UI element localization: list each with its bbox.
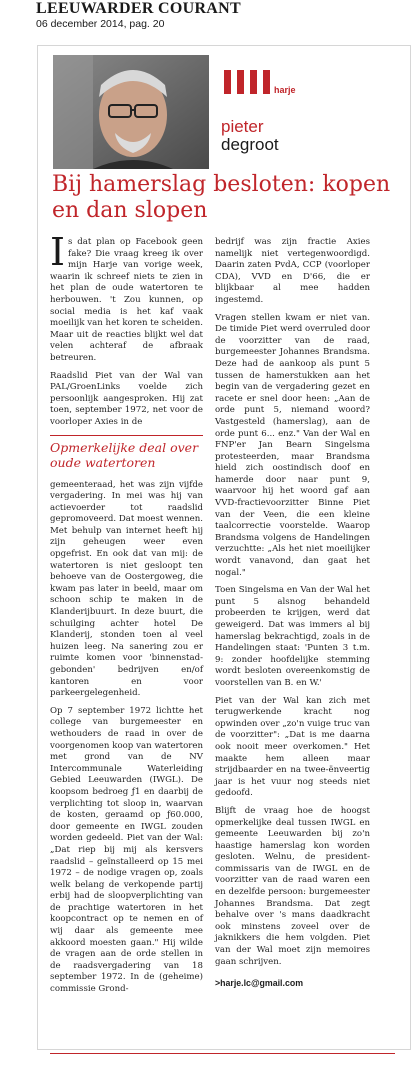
column-logo-label: harje (274, 85, 296, 95)
article-paragraph: Op 7 september 1972 lichtte het college van burgemeester en wethouders de raad in over de voorgenomen koop van watertoren met grond van de NV Intercommunale Waterleiding Gebied Leeuwarden (IWGL). De koopsom bedroeg ƒ1 en daarbij de verplichting tot sloop in, waarvan de kosten, geraamd op ƒ60.000, door gemeente en IWGL zouden worden gedeeld. Piet van der Wal: „Dat riep bij mij als kersvers raadslid – geïnstalleerd op 15 mei 1972 – de nodige vragen op, zoals welk belang de verkopende partij erbij had de sloopverplichting van de prachtige watertoren in het koopcontract op te nemen en of wij daar als gemeente mee akkoord moesten gaan." Hij wilde de vragen aan de orde stellen in de raadsvergadering van 18 september 1972. In de (geheime) commissie Grond- (50, 705, 203, 995)
article-paragraph: gemeenteraad, het was zijn vijfde vergadering. In mei was hij van actievoerder tot raadslid gepromoveerd. Dat moest wennen. Met behulp van internet heeft hij zijn geheugen weer even opgefrist. En ook dat van mij: de watertoren is niet gesloopt ten behoeve van de Oostergoweg, die kwam pas later in beeld, maar om schoon schip te maken in de Klanderijbuurt. In deze buurt, die schuilging achter hotel De Klanderij, stonden toen al veel huizen leeg. Na sanering zou er ruimte komen voor 'binnenstad-gebonden' bedrijven en/of kantoren en voor parkeergelegenheid. (50, 479, 203, 699)
logo-bar (250, 70, 257, 94)
author-last-name: degroot (221, 135, 279, 154)
logo-bar (224, 70, 231, 94)
article-paragraph: bedrijf was zijn fractie Axies namelijk niet vertegenwoordigd. Daarin zaten PvdA, CCP (voorloper CDA), VVD en D'66, die er blijkbaar al mee hadden ingestemd. (215, 237, 370, 305)
article-paragraph: Blijft de vraag hoe de hoogst opmerkelijke deal tussen IWGL en gemeente Leeuwarden bij zo'n haastige hamerslag kon worden gesloten. Welnu, de president-commissaris van de IWGL en de voorzitter van de raad waren een en dezelfde persoon: burgemeester Johannes Brandsma. Dat zegt behalve over 's mans daadkracht ook minstens zoveel over de jaknikkers die hem volgden. Piet van der Wal moet zijn memoires gaan schrijven. (215, 805, 370, 967)
column-logo (224, 70, 270, 94)
author-byline (221, 118, 279, 154)
article-paragraph: Piet van der Wal kan zich met terugwerkende kracht nog opwinden over „zo'n vuige truc van de voorzitter": „Dat is me daarna ook nooit meer overkomen." Het maakte hem alleen maar strijdbaarder en na twee-ënveertig jaar is het vuur nog steeds niet gedoofd. (215, 695, 370, 799)
dateline: 06 december 2014, pag. 20 (36, 18, 165, 30)
author-portrait-image (53, 55, 209, 169)
pull-quote: Opmerkelijke deal over oude watertoren (50, 439, 199, 470)
author-email[interactable]: >harje.lc@gmail.com (215, 978, 304, 989)
masthead-title: LEEUWARDER COURANT (36, 0, 241, 17)
article-paragraph: Is dat plan op Facebook geen fake? Die vraag kreeg ik over mijn Harje van vorige week, waarin ik schreef niets te zien in het plan de oude watertoren te herbouwen. 't Zou kunnen, op social media is het kaf vaak moeilijk van het koren te scheiden. Maar uit de reacties blijkt wel dat velen achteraf de afbraak betreuren. (50, 230, 203, 363)
pull-quote-rule (50, 435, 203, 436)
article-headline: Bij hamerslag besloten: kopen en dan slopen (52, 172, 391, 223)
article-paragraph: Toen Singelsma en Van der Wal het punt 5 alsnog behandeld probeerden te krijgen, werd dat geweigerd. Dat was immers al bij hamerslag bekrachtigd, zoals in de Handelingen staat: 'Punten 3 t.m. 9: zonder hoofdelijke stemming wordt besloten overeenkomstig de voorstellen van B. en W.' (215, 585, 370, 688)
article-column-left (50, 230, 203, 1002)
article-column-right (215, 237, 370, 990)
logo-bar (237, 70, 244, 94)
author-photo (53, 55, 209, 169)
author-first-name: pieter (221, 117, 264, 136)
bottom-rule (50, 1053, 395, 1054)
logo-bar (263, 70, 270, 94)
article-paragraph: Raadslid Piet van der Wal van PAL/GroenLinks voelde zich persoonlijk aangesproken. Hij zat toen, september 1972, net voor de voorloper Axies in de (50, 370, 203, 427)
article-paragraph: Vragen stellen kwam er niet van. De timide Piet werd overruled door de voorzitter van de raad, burgemeester Johannes Brandsma. Deze had de aankoop als punt 5 tussen de hamerstukken aan het begin van de vergadering gezet en racete er snel door heen: „Aan de orde punt 5, niemand woord? Vastgesteld (hamerslag), aan de orde punt 6... enz." Van der Wal en FNP'er Jan Bearn Singelsma protesteerden, maar Brandsma hield zich oostindisch doof en hamerde door naar punt 9, waarvoor hij het woord gaf aan VVD-fractievoorzitter Binne Piet van der Veen, die een kleine taalcorrectie voorstelde. Waarop Brandsma volgens de Handelingen verzuchtte: „Als het niet moeilijker wordt vanavond, dan gaat het nogal." (215, 312, 370, 578)
dropcap: I (50, 230, 66, 274)
